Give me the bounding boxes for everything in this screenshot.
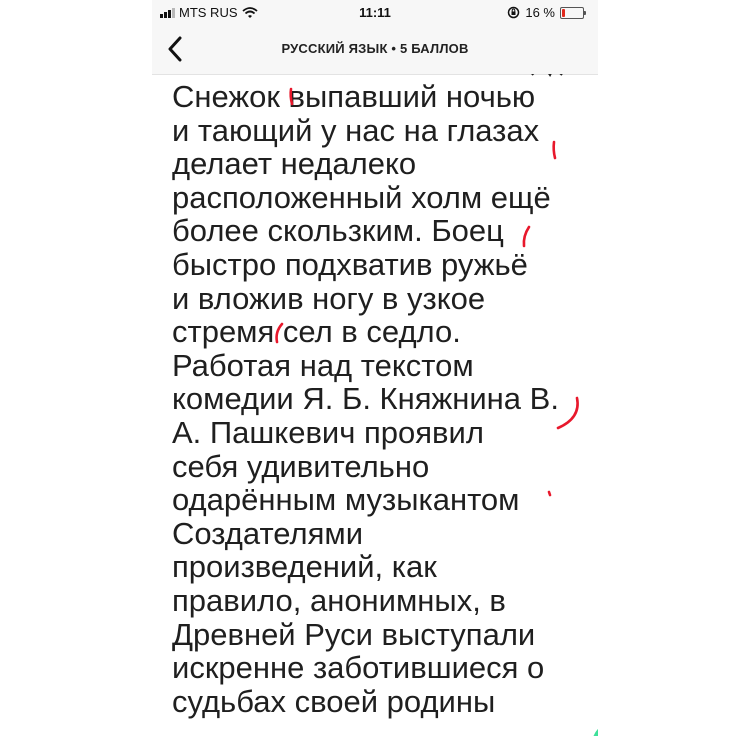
cropped-text-fragment	[232, 74, 592, 77]
navigation-bar	[152, 26, 598, 75]
battery-fill	[562, 9, 565, 17]
status-time: 11:11	[359, 5, 391, 20]
text-line: и тающий у нас на глазах	[172, 112, 540, 148]
text-line: Создателями	[172, 515, 364, 551]
carrier-label: MTS RUS	[179, 5, 238, 20]
chevron-left-icon	[167, 36, 183, 62]
text-line: Работая над текстом	[172, 347, 474, 383]
text-line: искренне заботившиеся о	[172, 650, 545, 686]
page-title: РУССКИЙ ЯЗЫК • 5 БАЛЛОВ	[281, 41, 469, 56]
orientation-lock-icon	[507, 6, 520, 19]
text-line: комедии Я. Б. Княжнина В.	[172, 381, 559, 417]
status-right	[507, 5, 584, 20]
text-line: делает недалеко	[172, 146, 417, 182]
battery-icon	[560, 7, 584, 19]
text-line: произведений, как	[172, 549, 437, 585]
text-line: расположенный холм ещё	[172, 179, 551, 215]
phone-screen	[152, 0, 598, 736]
text-line: А. Пашкевич проявил	[172, 414, 484, 450]
homework-photo	[172, 74, 592, 736]
text-line: Древней Руси выступали	[172, 616, 536, 652]
text-line: стремя сел в седло.	[172, 314, 461, 350]
text-line: судьбах своей родины	[172, 683, 496, 719]
battery-percent: 16 %	[525, 5, 555, 20]
text-line: быстро подхватив ружьё	[172, 246, 528, 282]
text-line: себя удивительно	[172, 448, 430, 484]
text-line: Снежок выпавший ночью	[172, 79, 536, 114]
status-bar	[152, 0, 598, 26]
answer-button[interactable]	[592, 722, 598, 736]
text-line: правило, анонимных, в	[172, 582, 506, 618]
exercise-text	[172, 80, 592, 718]
text-line: и вложив ногу в узкое	[172, 280, 486, 316]
text-line: одарённым музыкантом	[172, 482, 520, 518]
back-button[interactable]	[158, 32, 192, 66]
text-line: более скользким. Боец	[172, 213, 504, 249]
